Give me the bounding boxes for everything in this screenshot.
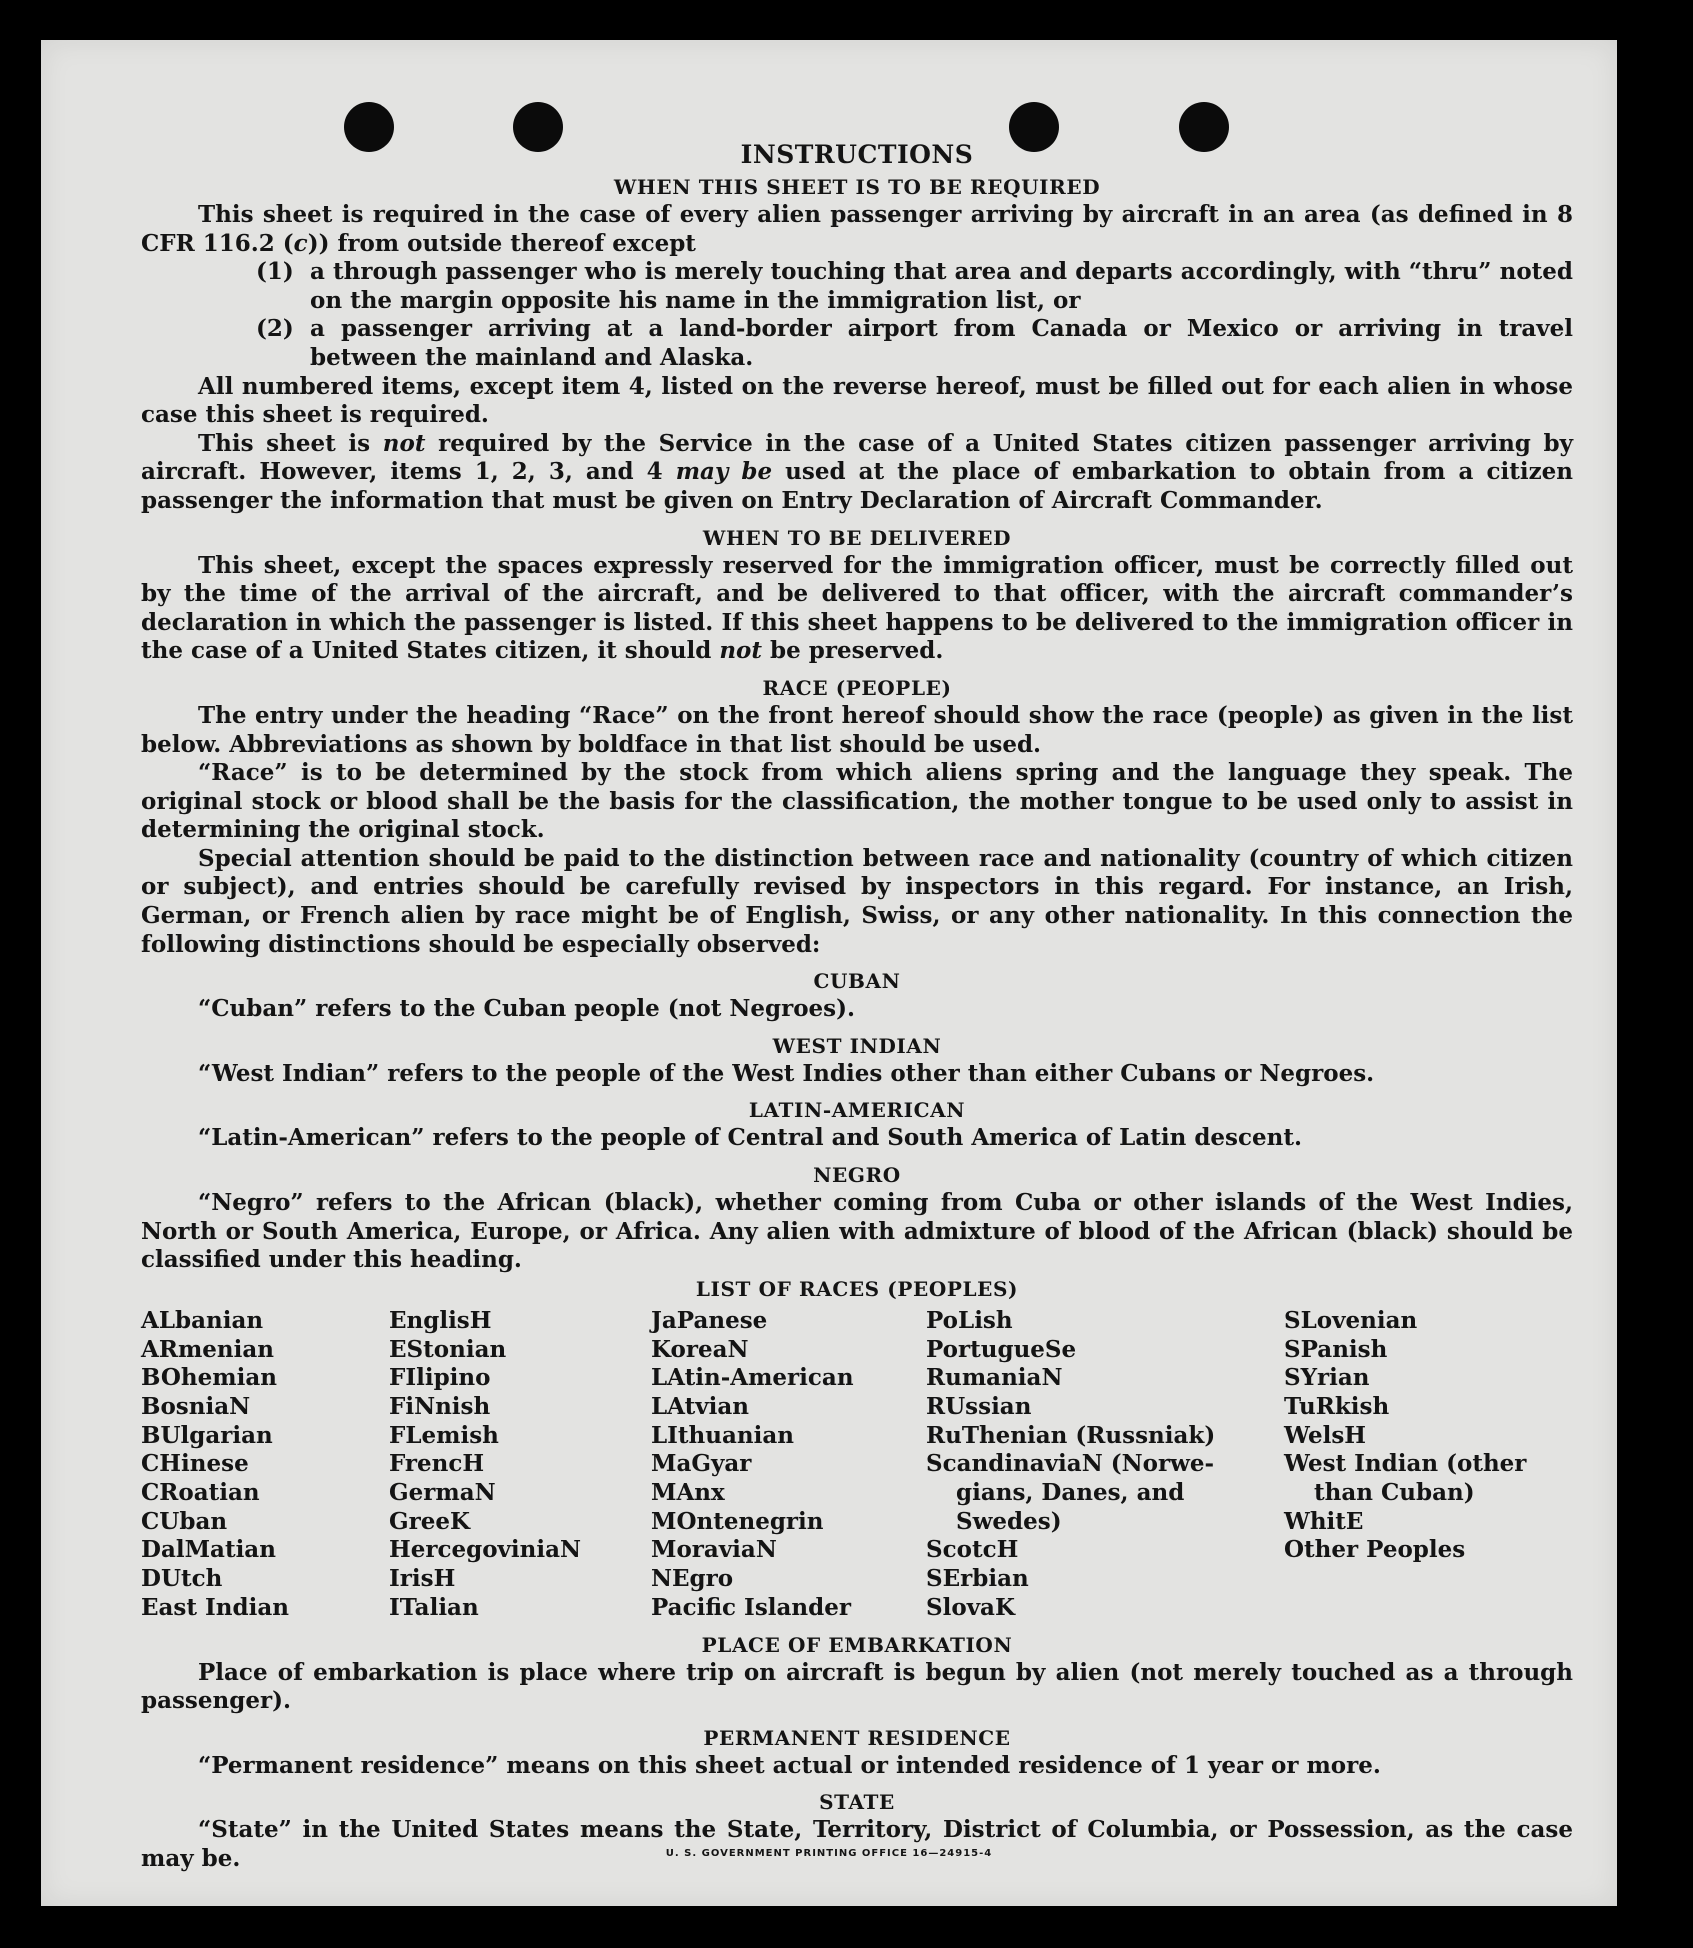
race-entry: Swedes)	[956, 1507, 1062, 1535]
paragraph-state: “State” in the United States means the State, Territory, District of Columbia, or Possession, as the case may be.	[141, 1816, 1573, 1872]
race-entry: BUlgarian	[141, 1421, 273, 1449]
race-entry: DUtch	[141, 1565, 223, 1593]
races-column-2	[389, 1307, 651, 1623]
paragraph-latin-american: “Latin-American” refers to the people of Central and South America of Latin descent.	[198, 1124, 1302, 1152]
race-entry: SErbian	[926, 1565, 1029, 1593]
paragraph-delivered: This sheet, except the spaces expressly reserved for the immigration officer, must be correctly filled out by the time of the arrival of the aircraft, and be delivered to that officer, with the aircraft commander’s declaration in which the passenger is listed. If this sheet happens to be delivered to the immigration officer in the case of a United States citizen, it should not be preserved.	[141, 551, 1573, 665]
race-entry: MaGyar	[651, 1450, 752, 1478]
race-entry: FLemish	[389, 1421, 499, 1449]
race-entry: RUssian	[926, 1392, 1032, 1420]
paragraph-race-3: Special attention should be paid to the distinction between race and nationality (country of which citizen or subject), and entries should be carefully revised by inspectors in this regard. For instance, an Irish, German, or French alien by race might be of English, Swiss, or any other nationality. In this connection the following distinctions should be especially observed:	[141, 844, 1573, 958]
section-heading-race: RACE (PEOPLE)	[762, 675, 952, 700]
paragraph-residence: “Permanent residence” means on this sheet actual or intended residence of 1 year or more.	[198, 1751, 1381, 1779]
paragraph-race-1: The entry under the heading “Race” on the front hereof should show the race (people) as given in the list below. Abbreviations as shown by boldface in that list should be used.	[141, 701, 1573, 758]
race-entry: SPanish	[1284, 1335, 1388, 1363]
section-heading-state: STATE	[819, 1790, 895, 1815]
race-entry: EnglisH	[389, 1306, 492, 1334]
race-entry: LAtvian	[651, 1392, 749, 1420]
race-entry: PoLish	[926, 1306, 1013, 1334]
paragraph-numbered-items: All numbered items, except item 4, listed on the reverse hereof, must be filled out for each alien in whose case this sheet is required.	[141, 372, 1573, 429]
race-entry: MOntenegrin	[651, 1507, 824, 1535]
race-entry: FIlipino	[389, 1364, 491, 1392]
race-entry: CRoatian	[141, 1479, 260, 1507]
race-entry: West Indian (other	[1284, 1450, 1527, 1478]
race-entry: MoraviaN	[651, 1536, 777, 1564]
race-entry: PortugueSe	[926, 1335, 1077, 1363]
printing-office-imprint: U. S. GOVERNMENT PRINTING OFFICE 16—24915-4	[665, 1848, 993, 1859]
section-heading-delivered: WHEN TO BE DELIVERED	[702, 525, 1012, 550]
race-entry: CHinese	[141, 1450, 249, 1478]
races-column-4	[926, 1307, 1284, 1623]
paragraph-required-intro: This sheet is required in the case of every alien passenger arriving by aircraft in an area (as defined in 8 CFR 116.2 (c)) from outside thereof except	[141, 201, 1573, 257]
race-entry: LAtin-American	[651, 1364, 854, 1392]
race-entry: gians, Danes, and	[956, 1479, 1185, 1507]
race-entry: MAnx	[651, 1479, 725, 1507]
race-entry: GermaN	[389, 1479, 496, 1507]
race-entry: IrisH	[389, 1565, 456, 1593]
section-heading-required: WHEN THIS SHEET IS TO BE REQUIRED	[613, 175, 1101, 199]
paragraph-embarkation: Place of embarkation is place where trip on aircraft is begun by alien (not merely touched as a through passenger).	[141, 1658, 1573, 1715]
race-entry: than Cuban)	[1314, 1479, 1475, 1507]
race-entry: SlovaK	[926, 1593, 1015, 1621]
race-entry: RuThenian (Russniak)	[926, 1421, 1216, 1449]
race-entry: TuRkish	[1284, 1392, 1390, 1420]
paragraph-cuban: “Cuban” refers to the Cuban people (not Negroes).	[198, 995, 856, 1023]
race-entry: SYrian	[1284, 1364, 1370, 1392]
section-heading-cuban: CUBAN	[813, 969, 901, 994]
race-entry: RumaniaN	[926, 1364, 1063, 1392]
race-entry: CUban	[141, 1507, 228, 1535]
race-entry: Other Peoples	[1284, 1536, 1466, 1564]
race-entry: LIthuanian	[651, 1421, 794, 1449]
exception-item-1: (1) a through passenger who is merely touching that area and departs accordingly, with “thru” noted on the margin opposite his name in the immigration list, or	[256, 258, 1573, 314]
race-entry: KoreaN	[651, 1335, 749, 1363]
section-heading-list-of-races: LIST OF RACES (PEOPLES)	[695, 1276, 1019, 1301]
race-entry: WelsH	[1284, 1421, 1367, 1449]
paragraph-race-2: “Race” is to be determined by the stock from which aliens spring and the language they speak. The original stock or blood shall be the basis for the classification, the mother tongue to be used only to assist in determining the original stock.	[141, 759, 1573, 844]
races-list	[141, 1307, 1573, 1623]
race-entry: DalMatian	[141, 1536, 276, 1564]
race-entry: BOhemian	[141, 1364, 277, 1392]
race-entry: BosniaN	[141, 1392, 251, 1420]
race-entry: NEgro	[651, 1565, 734, 1593]
race-entry: ScandinaviaN (Norwe-	[926, 1450, 1215, 1478]
section-heading-embarkation: PLACE OF EMBARKATION	[701, 1632, 1013, 1657]
race-entry: HercegoviniaN	[389, 1536, 582, 1564]
section-heading-latin-american: LATIN-AMERICAN	[748, 1098, 966, 1123]
race-entry: ALbanian	[141, 1306, 264, 1334]
races-column-3	[651, 1307, 926, 1623]
document-sheet	[41, 40, 1617, 1906]
race-entry: ITalian	[389, 1593, 479, 1621]
races-column-1	[141, 1307, 389, 1623]
race-entry: SLovenian	[1284, 1306, 1418, 1334]
section-heading-west-indian: WEST INDIAN	[772, 1033, 942, 1058]
instructions-content	[141, 140, 1573, 1874]
race-entry: ScotcH	[926, 1536, 1019, 1564]
race-entry: Pacific Islander	[651, 1593, 851, 1621]
paragraph-negro: “Negro” refers to the African (black), whether coming from Cuba or other islands of the West Indies, North or South America, Europe, or Africa. Any alien with admixture of blood of the African (black) should be classified under this heading.	[141, 1189, 1573, 1274]
section-heading-negro: NEGRO	[813, 1163, 901, 1188]
page-title: INSTRUCTIONS	[740, 140, 974, 169]
paragraph-west-indian: “West Indian” refers to the people of the West Indies other than either Cubans or Negroes.	[198, 1059, 1375, 1087]
race-entry: WhitE	[1284, 1507, 1364, 1535]
exception-item-2: (2) a passenger arriving at a land-border airport from Canada or Mexico or arriving in travel between the mainland and Alaska.	[256, 315, 1573, 371]
section-heading-residence: PERMANENT RESIDENCE	[703, 1725, 1011, 1750]
race-entry: FiNnish	[389, 1392, 491, 1420]
race-entry: ARmenian	[141, 1335, 275, 1363]
race-entry: GreeK	[389, 1507, 471, 1535]
race-entry: East Indian	[141, 1593, 289, 1621]
race-entry: FrencH	[389, 1450, 485, 1478]
races-column-5	[1284, 1307, 1573, 1623]
race-entry: JaPanese	[651, 1306, 768, 1334]
race-entry: EStonian	[389, 1335, 507, 1363]
paragraph-citizen: This sheet is not required by the Service in the case of a United States citizen passenger arriving by aircraft. However, items 1, 2, 3, and 4 may be used at the place of embarkation to obtain from a citizen passenger the information that must be given on Entry Declaration of Aircraft Commander.	[141, 429, 1573, 514]
